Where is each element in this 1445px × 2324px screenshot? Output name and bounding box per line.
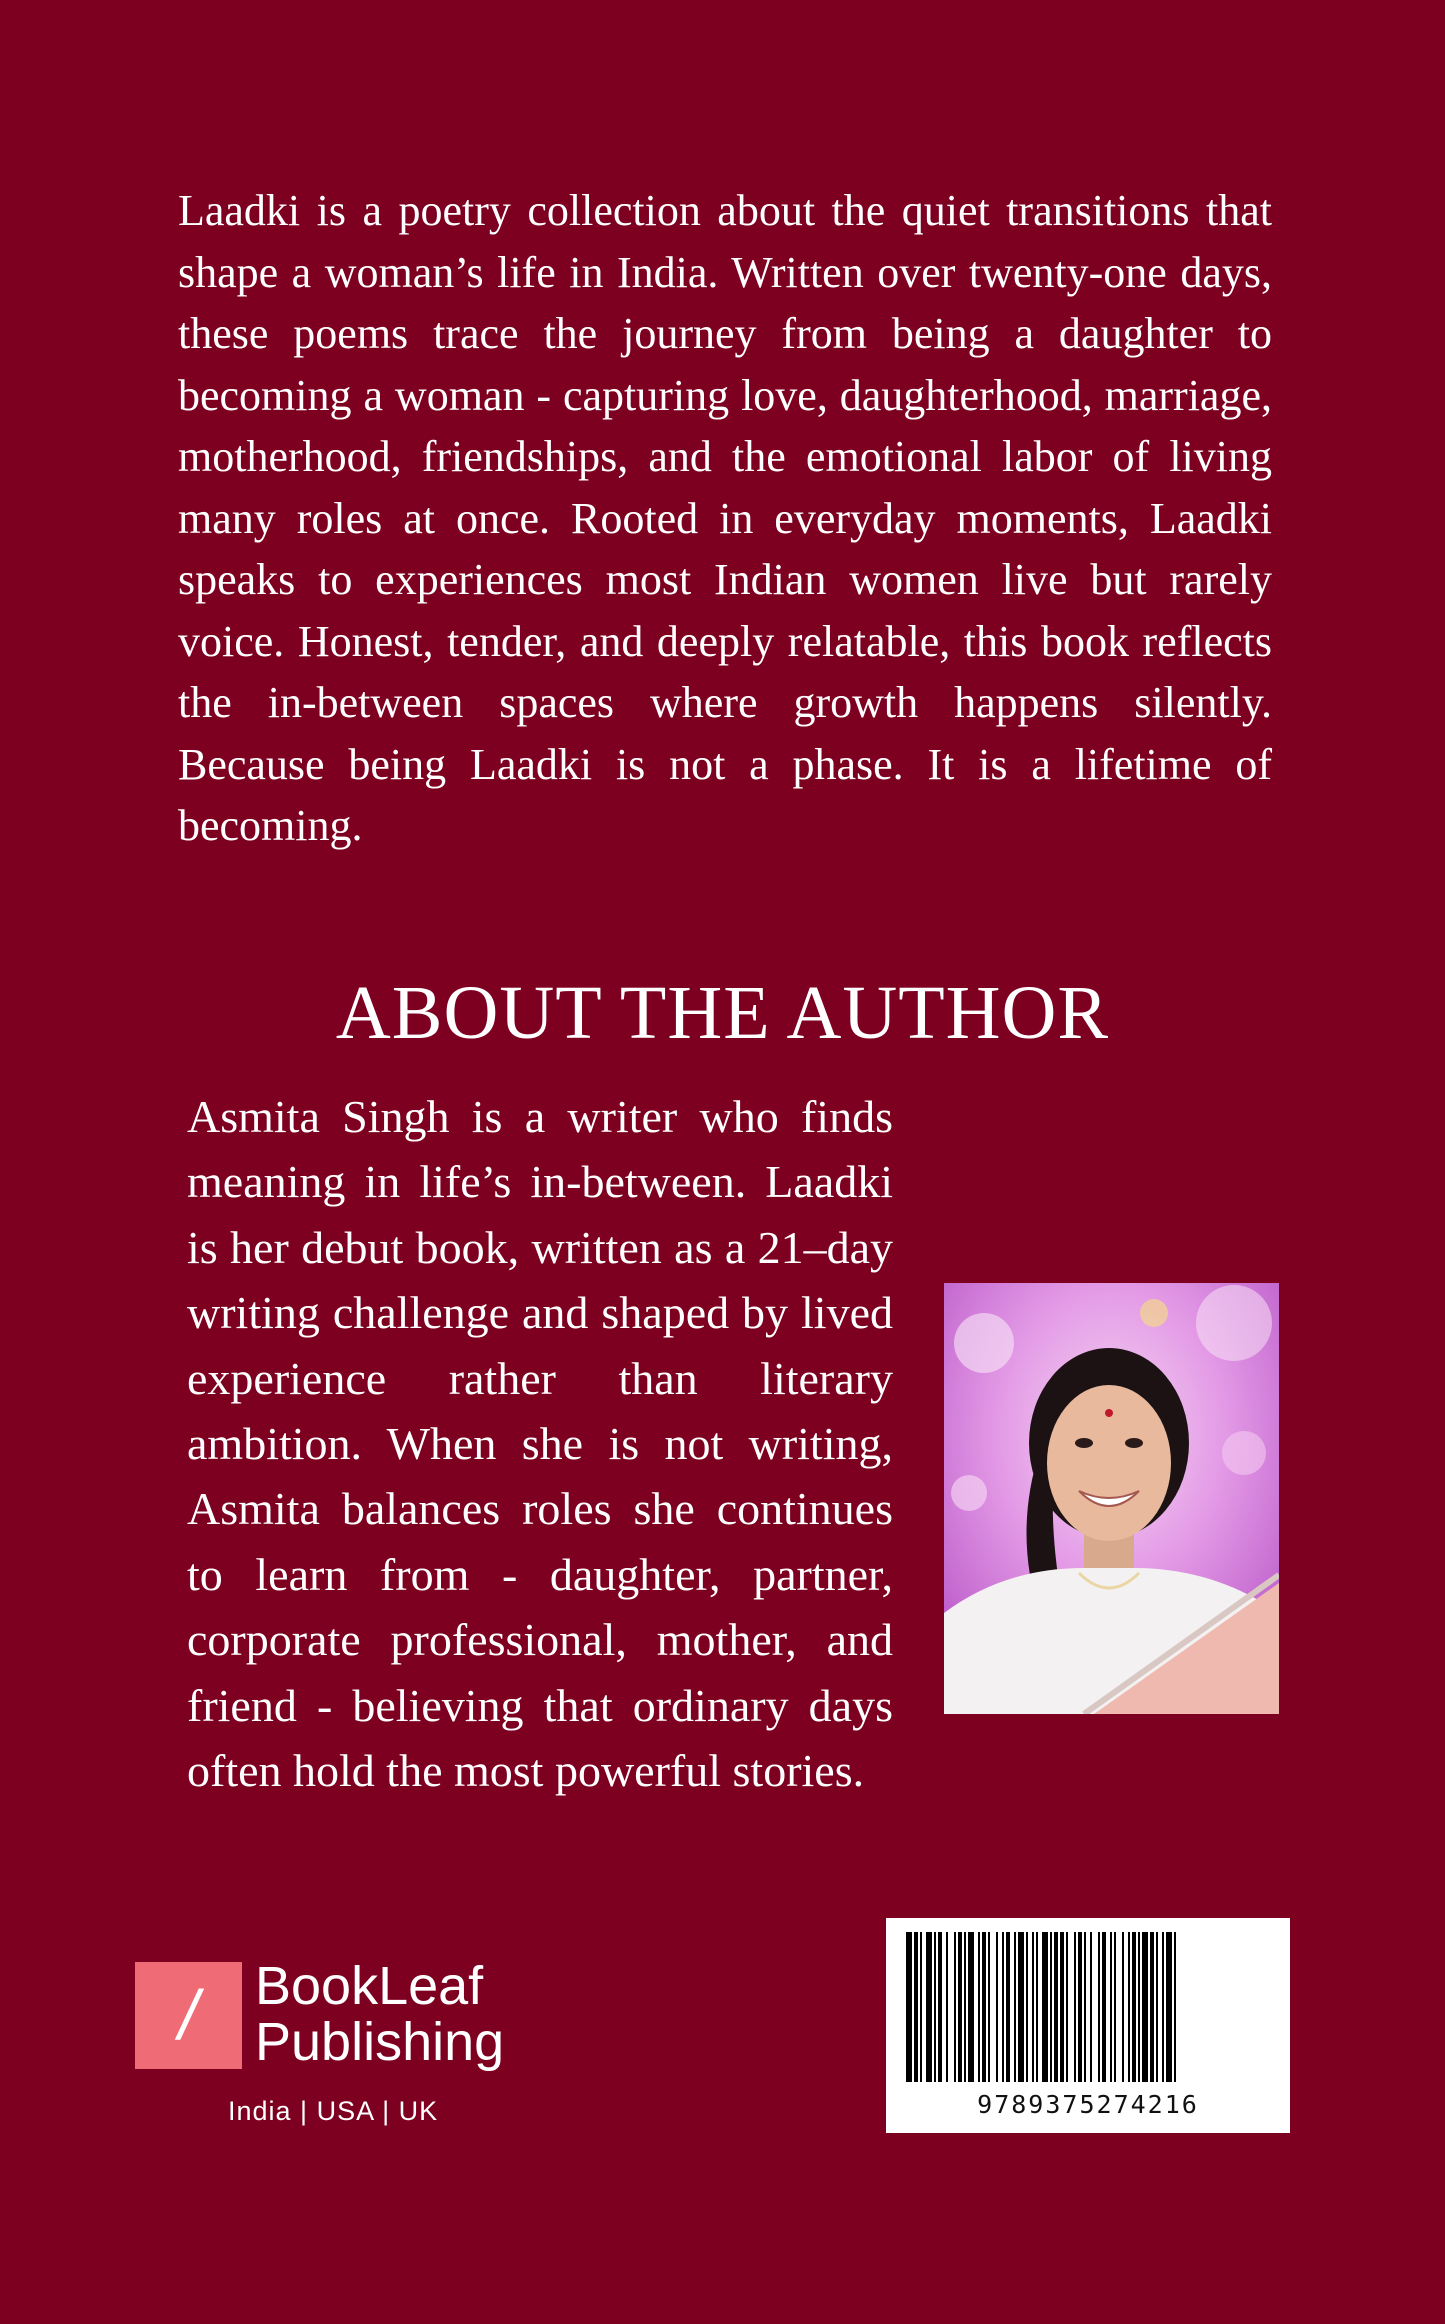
barcode-bar: [1090, 1932, 1092, 2082]
barcode-bar: [920, 1932, 922, 2082]
author-photo: [944, 1283, 1279, 1714]
barcode-bar: [1150, 1932, 1154, 2082]
barcode-bar: [1006, 1932, 1010, 2082]
publisher-name-line2: Publishing: [255, 2012, 505, 2072]
isbn-number: 9789375274216: [977, 2090, 1199, 2119]
barcode-bar: [1060, 1932, 1064, 2082]
barcode-bar: [1054, 1932, 1058, 2082]
barcode-bar: [1074, 1932, 1076, 2082]
barcode-bar: [1032, 1932, 1034, 2082]
barcode-bar: [934, 1932, 936, 2082]
publisher-mark-icon: [135, 1962, 242, 2069]
barcode-bar: [1114, 1932, 1116, 2082]
barcode-bars: [900, 1932, 1276, 2082]
publisher-name-line1: BookLeaf: [255, 1956, 484, 2016]
barcode-bar: [958, 1932, 962, 2082]
barcode-bar: [996, 1932, 998, 2082]
barcode-bar: [1078, 1932, 1082, 2082]
barcode-bar: [982, 1932, 986, 2082]
barcode-bar: [964, 1932, 966, 2082]
barcode-bar: [1156, 1932, 1158, 2082]
barcode-bar: [1014, 1932, 1016, 2082]
barcode-bar: [906, 1932, 912, 2082]
publisher-mark: /: [178, 1976, 199, 2054]
barcode-bar: [914, 1932, 918, 2082]
publisher-name: [255, 1958, 504, 2070]
book-blurb: Laadki is a poetry collection about the quiet transitions that shape a woman’s life in India. Written over twenty-one days, these poems trace the journey from being a daughter to becoming a woman - capturing love, daughterhood, marriage, motherhood, friendships, and the emotional labor of living many roles at once. Rooted in everyday moments, Laadki speaks to experiences most Indian women live but rarely voice. Honest, tender, and deeply relatable, this book reflects the in-between spaces where growth happens silently. Because being Laadki is not a phase. It is a lifetime of becoming.: [178, 186, 1272, 850]
publisher-regions: India | USA | UK: [228, 2096, 439, 2126]
barcode-bar: [978, 1932, 980, 2082]
barcode-bar: [1166, 1932, 1172, 2082]
barcode-bar: [1138, 1932, 1140, 2082]
barcode-bar: [968, 1932, 974, 2082]
barcode-bar: [938, 1932, 942, 2082]
barcode-bar: [1098, 1932, 1100, 2082]
barcode-bar: [1084, 1932, 1086, 2082]
barcode-bar: [1110, 1932, 1112, 2082]
barcode-bar: [1002, 1932, 1004, 2082]
barcode-bar: [1162, 1932, 1164, 2082]
barcode-bar: [1132, 1932, 1136, 2082]
barcode-bar: [1042, 1932, 1048, 2082]
barcode-bar: [1026, 1932, 1028, 2082]
barcode-bar: [988, 1932, 990, 2082]
isbn-barcode: [886, 1918, 1290, 2133]
barcode-bar: [1142, 1932, 1148, 2082]
about-author-heading: ABOUT THE AUTHOR: [335, 971, 1110, 1055]
barcode-bar: [1174, 1932, 1176, 2082]
barcode-bar: [1102, 1932, 1106, 2082]
barcode-bar: [1066, 1932, 1068, 2082]
barcode-bar: [1018, 1932, 1024, 2082]
barcode-bar: [1122, 1932, 1124, 2082]
barcode-bar: [954, 1932, 956, 2082]
barcode-bar: [1128, 1932, 1130, 2082]
publisher-logo: [135, 1956, 555, 2132]
barcode-bar: [946, 1932, 948, 2082]
barcode-bar: [1036, 1932, 1038, 2082]
author-bio: Asmita Singh is a writer who finds meaning in life’s in-between. Laadki is her debut book, written as a 21–day writing challenge and shaped by lived experience rather than literary ambition. When she is not writing, Asmita balances roles she continues to learn from - daughter, partner, corporate professional, mother, and friend - believing that ordinary days often hold the most powerful stories.: [187, 1091, 893, 1797]
barcode-bar: [926, 1932, 932, 2082]
barcode-bar: [1050, 1932, 1052, 2082]
